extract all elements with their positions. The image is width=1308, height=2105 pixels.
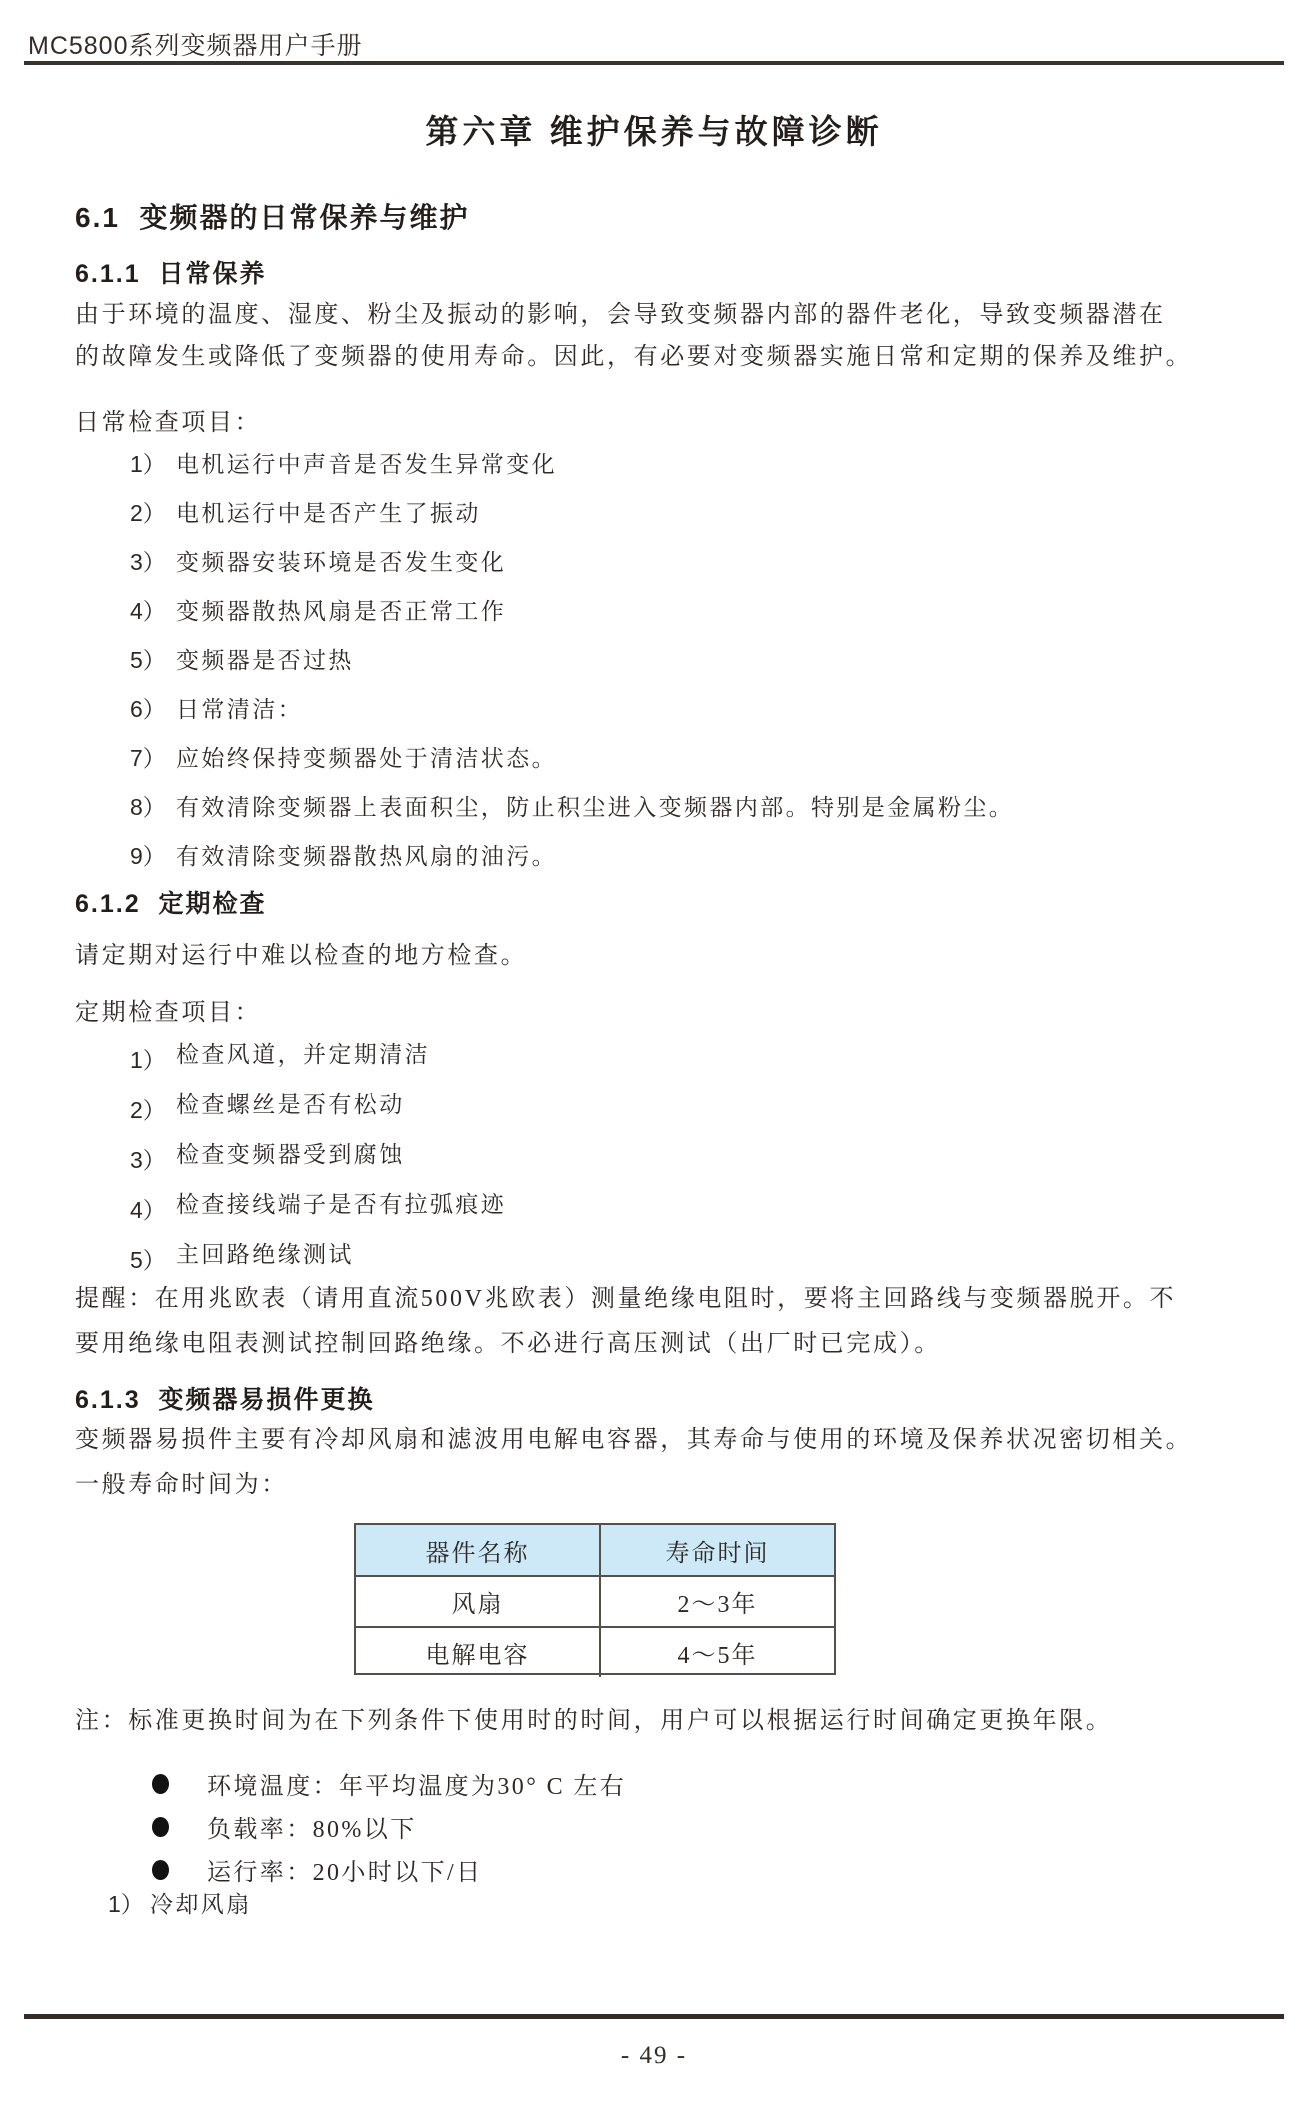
bullet-item — [152, 1762, 626, 1805]
item-number: 3） — [130, 1147, 166, 1173]
item-number: 6） — [130, 696, 166, 722]
item-number: 7） — [130, 745, 166, 771]
header-rule — [24, 61, 1284, 65]
item-number: 4） — [130, 1197, 166, 1223]
item-number: 9） — [130, 843, 166, 869]
wear-parts-intro-line-2: 一般寿命时间为： — [75, 1472, 288, 1498]
list-item — [130, 691, 1014, 740]
list-item — [130, 838, 1014, 887]
list-item — [130, 740, 1014, 789]
item-number: 4） — [130, 598, 166, 624]
item-number: 5） — [130, 647, 166, 673]
daily-care-intro-line-2: 的故障发生或降低了变频器的使用寿命。因此，有必要对变频器实施日常和定期的保养及维护。 — [75, 344, 1193, 370]
list-item — [130, 1036, 506, 1086]
section-6-1-heading: 6.1 变频器的日常保养与维护 — [75, 202, 470, 233]
table-cell-capacitor-lifetime: 4～5年 — [599, 1626, 834, 1677]
list-item — [130, 593, 1014, 642]
section-6-1-1-heading: 6.1.1 日常保养 — [75, 260, 267, 288]
condition-bullet-list — [152, 1762, 626, 1891]
bullet-text: 负载率：80%以下 — [207, 1817, 417, 1843]
bullet-text: 运行率：20小时以下/日 — [207, 1860, 483, 1886]
periodic-check-list — [130, 1036, 506, 1286]
bullet-icon — [152, 1817, 169, 1837]
bullet-text: 环境温度：年平均温度为30° C 左右 — [207, 1774, 627, 1800]
item-text: 主回路绝缘测试 — [176, 1242, 354, 1267]
item-text: 冷却风扇 — [150, 1892, 252, 1917]
periodic-check-intro: 请定期对运行中难以检查的地方检查。 — [75, 943, 528, 969]
item-number: 5） — [130, 1247, 166, 1273]
item-number: 2） — [130, 500, 166, 526]
item-number: 3） — [130, 549, 166, 575]
parts-lifetime-table — [354, 1523, 836, 1675]
item-text: 检查接线端子是否有拉弧痕迹 — [176, 1192, 507, 1217]
cooling-fan-list-item — [108, 1886, 252, 1919]
bullet-icon — [152, 1860, 169, 1880]
daily-check-list — [130, 446, 1014, 887]
list-item — [130, 1136, 506, 1186]
table-cell-capacitor: 电解电容 — [356, 1626, 599, 1677]
table-header-part-name: 器件名称 — [356, 1525, 599, 1575]
bullet-item — [152, 1848, 626, 1891]
item-number: 1） — [130, 1047, 166, 1073]
reminder-line-2: 要用绝缘电阻表测试控制回路绝缘。不必进行高压测试（出厂时已完成）。 — [75, 1331, 941, 1357]
daily-check-label: 日常检查项目： — [75, 410, 262, 436]
list-item — [130, 446, 1014, 495]
header-manual-title: MC5800系列变频器用户手册 — [28, 32, 363, 60]
item-text: 变频器安装环境是否发生变化 — [176, 550, 507, 575]
item-text: 有效清除变频器上表面积尘，防止积尘进入变频器内部。特别是金属粉尘。 — [176, 795, 1015, 820]
table-cell-fan: 风扇 — [356, 1575, 599, 1626]
item-text: 有效清除变频器散热风扇的油污。 — [176, 844, 557, 869]
list-item — [130, 789, 1014, 838]
bullet-icon — [152, 1774, 169, 1794]
page-number: - 49 - — [620, 2042, 688, 2069]
section-6-1-3-heading: 6.1.3 变频器易损件更换 — [75, 1386, 375, 1414]
section-6-1-2-heading: 6.1.2 定期检查 — [75, 890, 267, 918]
list-item — [130, 1186, 506, 1236]
item-text: 电机运行中是否产生了振动 — [176, 501, 481, 526]
item-text: 日常清洁： — [176, 697, 303, 722]
item-text: 检查变频器受到腐蚀 — [176, 1142, 405, 1167]
item-text: 变频器是否过热 — [176, 648, 354, 673]
table-header-lifetime: 寿命时间 — [599, 1525, 834, 1575]
table-cell-fan-lifetime: 2～3年 — [599, 1575, 834, 1626]
replacement-note: 注：标准更换时间为在下列条件下使用时的时间，用户可以根据运行时间确定更换年限。 — [75, 1708, 1113, 1734]
item-number: 1） — [108, 1891, 144, 1917]
item-number: 2） — [130, 1097, 166, 1123]
item-text: 检查螺丝是否有松动 — [176, 1092, 405, 1117]
list-item — [130, 1086, 506, 1136]
list-item — [130, 642, 1014, 691]
reminder-line-1: 提醒：在用兆欧表（请用直流500V兆欧表）测量绝缘电阻时，要将主回路线与变频器脱开。不 — [75, 1286, 1177, 1312]
footer-rule — [24, 2014, 1284, 2019]
item-text: 应始终保持变频器处于清洁状态。 — [176, 746, 557, 771]
item-number: 1） — [130, 451, 166, 477]
list-item — [130, 1236, 506, 1286]
periodic-check-label: 定期检查项目： — [75, 1000, 262, 1026]
list-item — [130, 544, 1014, 593]
item-text: 变频器散热风扇是否正常工作 — [176, 599, 507, 624]
item-text: 电机运行中声音是否发生异常变化 — [176, 452, 557, 477]
wear-parts-intro-line-1: 变频器易损件主要有冷却风扇和滤波用电解电容器，其寿命与使用的环境及保养状况密切相关。 — [75, 1427, 1193, 1453]
item-number: 8） — [130, 794, 166, 820]
list-item — [130, 495, 1014, 544]
daily-care-intro-line-1: 由于环境的温度、湿度、粉尘及振动的影响，会导致变频器内部的器件老化，导致变频器潜在 — [75, 302, 1166, 328]
bullet-item — [152, 1805, 626, 1848]
item-text: 检查风道，并定期清洁 — [176, 1042, 430, 1067]
chapter-title: 第六章 维护保养与故障诊断 — [425, 113, 883, 150]
